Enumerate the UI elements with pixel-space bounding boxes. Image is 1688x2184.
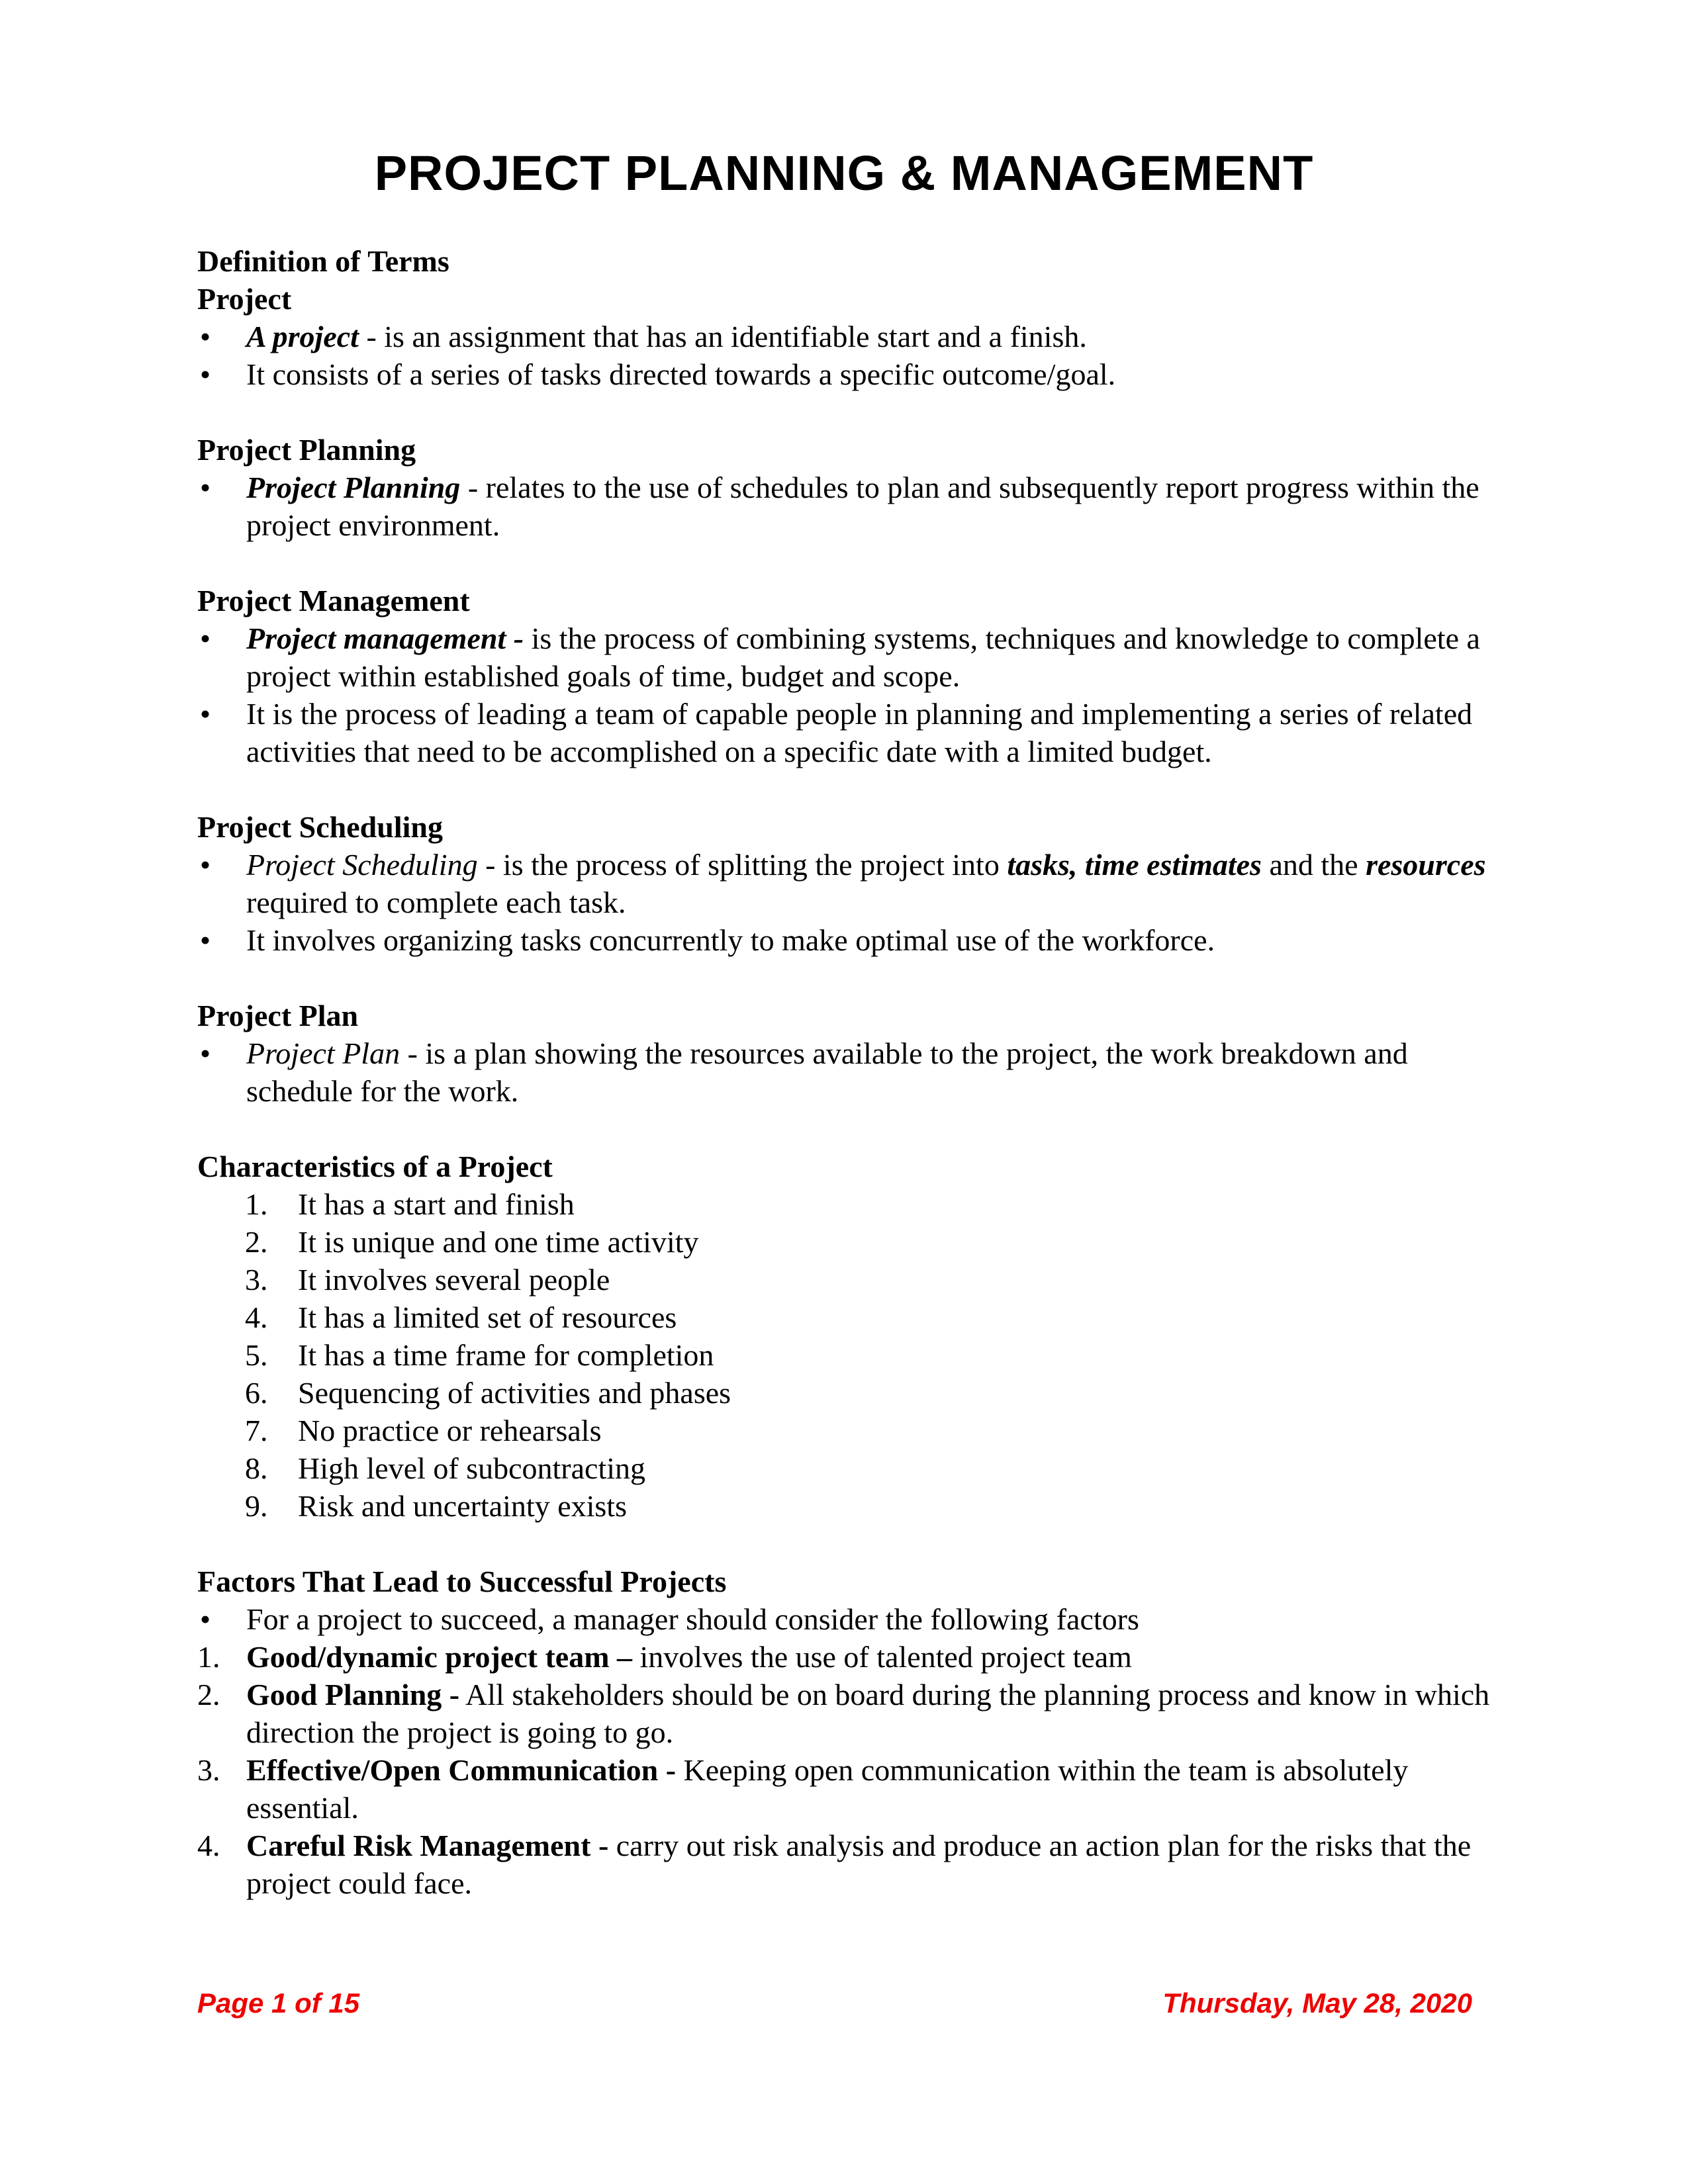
list-item [197, 921, 1521, 959]
list-number: 4. [197, 1829, 220, 1862]
definitions-heading: Definition of Terms [197, 244, 449, 278]
factor-term: Good Planning - [246, 1678, 460, 1711]
list-item [197, 1827, 1521, 1902]
project-bullet-list [197, 318, 1521, 393]
definition-text: It consists of a series of tasks directed towards a specific outcome/goal. [246, 357, 1116, 391]
list-item [197, 1374, 1521, 1412]
definition-text: - is an assignment that has an identifiable start and a finish. [358, 320, 1087, 353]
list-item [197, 846, 1521, 921]
bullet-icon: • [200, 320, 211, 353]
definition-text: - relates to the use of schedules to plan and subsequently report progress within the project environment. [246, 471, 1479, 542]
success-factors-list [197, 1638, 1521, 1902]
section-project-plan [197, 997, 1521, 1110]
section-project-scheduling [197, 808, 1521, 959]
factor-term: Careful Risk Management - [246, 1829, 609, 1862]
success-factors-heading: Factors That Lead to Successful Projects [197, 1565, 727, 1598]
footer-date: Thursday, May 28, 2020 [1162, 1987, 1472, 2019]
list-item [197, 318, 1521, 355]
factor-term: Effective/Open Communication - [246, 1753, 677, 1787]
list-number: 1. [245, 1187, 268, 1221]
list-item-text: It has a start and finish [298, 1187, 575, 1221]
term: Project Planning [246, 471, 461, 504]
definition-text: - is the process of splitting the project into [477, 848, 1008, 882]
project-heading: Project [197, 282, 292, 316]
section-project-planning [197, 431, 1521, 544]
list-item [197, 1600, 1521, 1638]
list-number: 3. [245, 1263, 268, 1297]
project-plan-heading: Project Plan [197, 999, 359, 1032]
section-characteristics [197, 1148, 1521, 1525]
page-title: PROJECT PLANNING & MANAGEMENT [374, 146, 1314, 201]
planning-bullet-list [197, 469, 1521, 544]
list-item-text: It is unique and one time activity [298, 1225, 699, 1259]
list-item [197, 1676, 1521, 1751]
list-item [197, 1261, 1521, 1298]
factor-term: Good/dynamic project team – [246, 1640, 633, 1674]
list-item-text: It has a limited set of resources [298, 1300, 677, 1334]
emphasis-text: tasks, time estimates [1007, 848, 1262, 882]
list-number: 4. [245, 1300, 268, 1334]
bullet-icon: • [200, 471, 211, 504]
characteristics-list [197, 1185, 1521, 1525]
list-item-text: No practice or rehearsals [298, 1414, 602, 1447]
list-item [197, 1298, 1521, 1336]
project-management-heading: Project Management [197, 584, 470, 617]
term: Project management - [246, 621, 524, 655]
bullet-icon: • [200, 923, 211, 957]
list-item-text: It has a time frame for completion [298, 1338, 714, 1372]
bullet-icon: • [200, 357, 211, 391]
list-number: 2. [197, 1678, 220, 1711]
list-item [197, 1487, 1521, 1525]
emphasis-text: resources [1366, 848, 1486, 882]
section-success-factors [197, 1563, 1521, 1902]
section-project-management [197, 582, 1521, 770]
list-item-text: Sequencing of activities and phases [298, 1376, 731, 1410]
bullet-icon: • [200, 697, 211, 731]
scheduling-bullet-list [197, 846, 1521, 959]
list-item [197, 469, 1521, 544]
list-number: 6. [245, 1376, 268, 1410]
definition-text: It involves organizing tasks concurrently to make optimal use of the workforce. [246, 923, 1215, 957]
list-item [197, 695, 1521, 770]
list-number: 1. [197, 1640, 220, 1674]
factor-text: All stakeholders should be on board during the planning process and know in which direction the project is going to go. [246, 1678, 1490, 1749]
definition-text: and the [1261, 848, 1366, 882]
definition-text: It is the process of leading a team of capable people in planning and implementing a series of related activities that need to be accomplished on a specific date with a limited budget. [246, 697, 1473, 768]
list-number: 3. [197, 1753, 220, 1787]
project-scheduling-heading: Project Scheduling [197, 810, 443, 844]
bullet-icon: • [200, 1602, 211, 1636]
bullet-icon: • [200, 621, 211, 655]
list-number: 5. [245, 1338, 268, 1372]
definition-text: required to complete each task. [246, 886, 626, 919]
list-item-text: High level of subcontracting [298, 1451, 646, 1485]
term: A project [246, 320, 359, 353]
characteristics-heading: Characteristics of a Project [197, 1150, 553, 1183]
intro-text: For a project to succeed, a manager should consider the following factors [246, 1602, 1139, 1636]
list-item [197, 1185, 1521, 1223]
list-number: 7. [245, 1414, 268, 1447]
success-factors-intro [197, 1600, 1521, 1638]
list-item [197, 1412, 1521, 1449]
list-number: 2. [245, 1225, 268, 1259]
document-body [197, 242, 1521, 1940]
factor-text: carry out risk analysis and produce an action plan for the risks that the project could face. [246, 1829, 1472, 1900]
page-number: Page 1 of 15 [197, 1987, 360, 2019]
term: Project Scheduling [246, 848, 478, 882]
plan-bullet-list [197, 1034, 1521, 1110]
management-bullet-list [197, 619, 1521, 770]
list-item-text: Risk and uncertainty exists [298, 1489, 627, 1523]
definition-text: - is a plan showing the resources available to the project, the work breakdown and schedule for the work. [246, 1036, 1408, 1108]
bullet-icon: • [200, 1036, 211, 1070]
factor-text: involves the use of talented project team [632, 1640, 1132, 1674]
list-item [197, 1638, 1521, 1676]
list-item [197, 1223, 1521, 1261]
definition-text: is the process of combining systems, techniques and knowledge to complete a project within established goals of time, budget and scope. [246, 621, 1480, 693]
list-item [197, 1034, 1521, 1110]
term: Project Plan [246, 1036, 400, 1070]
list-item [197, 1751, 1521, 1827]
list-item-text: It involves several people [298, 1263, 610, 1297]
project-planning-heading: Project Planning [197, 433, 416, 467]
bullet-icon: • [200, 848, 211, 882]
list-item [197, 619, 1521, 695]
list-item [197, 1336, 1521, 1374]
section-project [197, 280, 1521, 393]
factor-text: Keeping open communication within the team is absolutely essential. [246, 1753, 1409, 1825]
list-number: 8. [245, 1451, 268, 1485]
list-item [197, 355, 1521, 393]
list-number: 9. [245, 1489, 268, 1523]
list-item [197, 1449, 1521, 1487]
